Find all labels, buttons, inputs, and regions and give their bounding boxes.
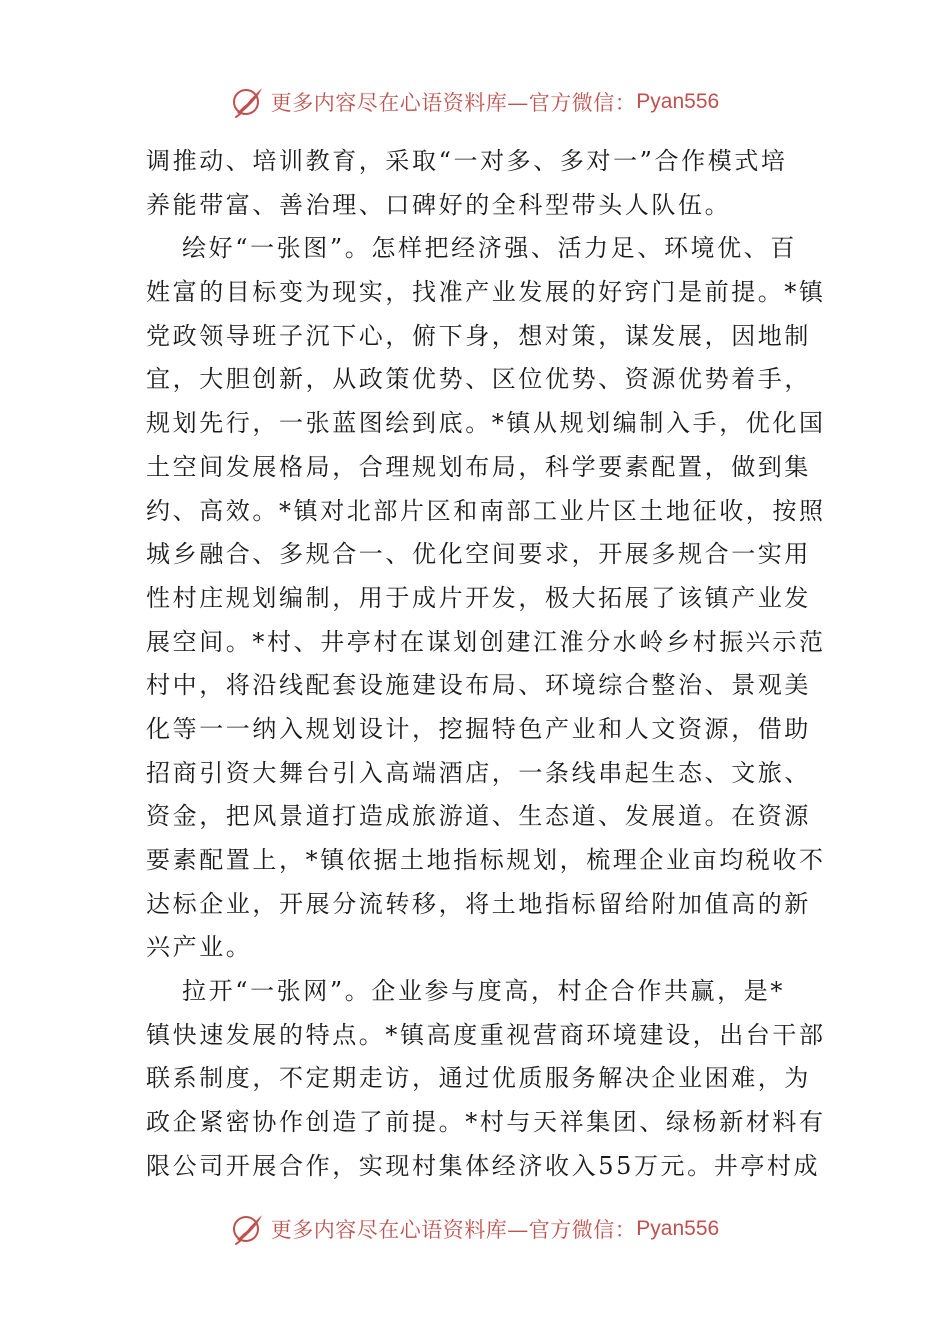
header-banner xyxy=(0,82,950,122)
header-banner-id: Pyan556 xyxy=(636,90,720,113)
text-line: 联系制度，不定期走访，通过优质服务解决企业困难，为 xyxy=(146,1064,811,1093)
header-banner-text: 更多内容尽在心语资料库—官方微信： xyxy=(270,91,637,115)
text-line: 党政领导班子沉下心，俯下身，想对策，谋发展，因地制 xyxy=(146,321,811,350)
text-line: 土空间发展格局，合理规划布局，科学要素配置，做到集 xyxy=(146,452,811,481)
text-line: 达标企业，开展分流转移，将土地指标留给附加值高的新 xyxy=(146,889,811,918)
text-line: 绘好“一张图”。怎样把经济强、活力足、环境优、百 xyxy=(182,234,797,263)
text-line: 村中，将沿线配套设施建设布局、环境综合整治、景观美 xyxy=(146,671,811,700)
text-line: 政企紧密协作创造了前提。*村与天祥集团、绿杨新材料有 xyxy=(146,1108,826,1137)
text-line: 兴产业。 xyxy=(146,933,253,962)
text-line: 限公司开展合作，实现村集体经济收入55万元。井亭村成 xyxy=(146,1151,821,1180)
text-line: 姓富的目标变为现实，找准产业发展的好窍门是前提。*镇 xyxy=(146,278,826,307)
text-line: 拉开“一张网”。企业参与度高，村企合作共赢，是* xyxy=(182,977,785,1006)
text-line: 规划先行，一张蓝图绘到底。*镇从规划编制入手，优化国 xyxy=(146,409,826,438)
text-line: 镇快速发展的特点。*镇高度重视营商环境建设，出台干部 xyxy=(146,1020,826,1049)
footer-banner xyxy=(0,1209,950,1249)
quill-pen-logo-icon xyxy=(231,85,265,119)
document-body xyxy=(146,140,826,1189)
footer-banner-id: Pyan556 xyxy=(636,1217,720,1240)
text-line: 调推动、培训教育，采取“一对多、多对一”合作模式培 xyxy=(146,147,788,175)
text-line: 约、高效。*镇对北部片区和南部工业片区土地征收，按照 xyxy=(146,496,826,525)
text-line: 资金，把风景道打造成旅游道、生态道、发展道。在资源 xyxy=(146,802,811,831)
text-line: 养能带富、善治理、口碑好的全科型带头人队伍。 xyxy=(146,190,732,219)
text-line: 性村庄规划编制，用于成片开发，极大拓展了该镇产业发 xyxy=(146,583,811,612)
text-line: 招商引资大舞台引入高端酒店，一条线串起生态、文旅、 xyxy=(146,758,811,787)
text-line: 宜，大胆创新，从政策优势、区位优势、资源优势着手， xyxy=(146,365,811,394)
footer-banner-text: 更多内容尽在心语资料库—官方微信： xyxy=(270,1218,637,1242)
text-line: 要素配置上，*镇依据土地指标规划，梳理企业亩均税收不 xyxy=(146,846,826,874)
quill-pen-logo-icon xyxy=(231,1212,265,1246)
text-line: 化等一一纳入规划设计，挖掘特色产业和人文资源，借助 xyxy=(146,714,811,743)
text-line: 城乡融合、多规合一、优化空间要求，开展多规合一实用 xyxy=(146,540,811,569)
text-line: 展空间。*村、井亭村在谋划创建江淮分水岭乡村振兴示范 xyxy=(146,627,826,656)
